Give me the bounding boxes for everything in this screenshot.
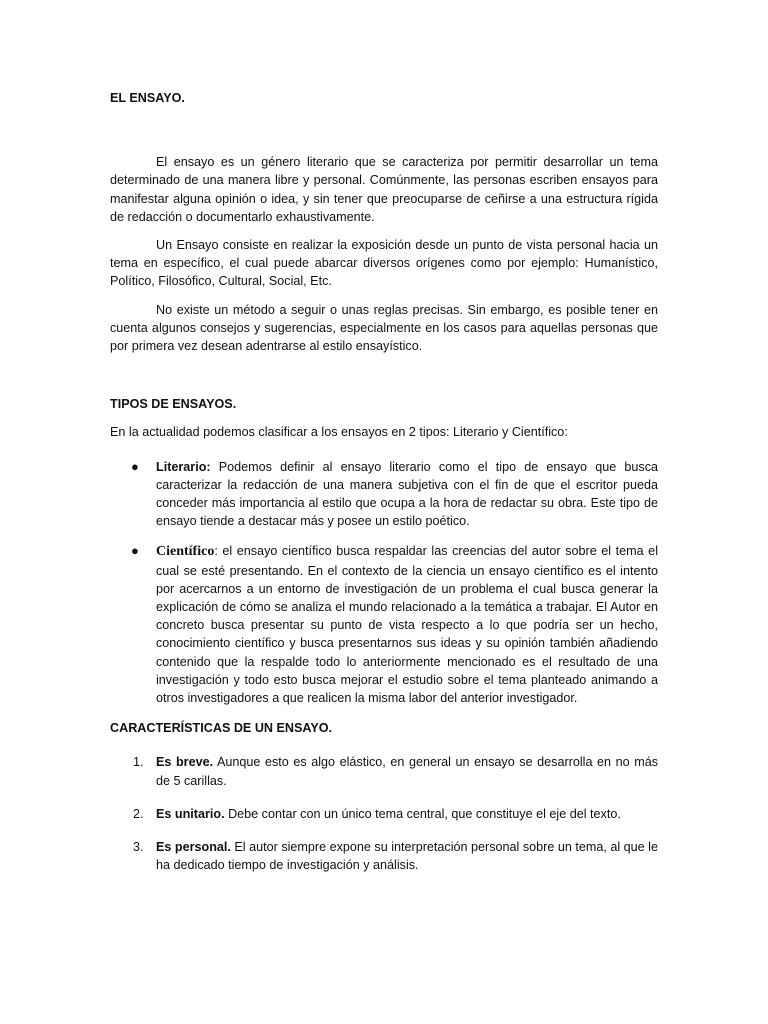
feature-term: Es unitario. xyxy=(156,806,225,821)
bullet-icon: ● xyxy=(131,458,139,474)
bullet-icon: ● xyxy=(131,543,139,559)
type-term: Literario: xyxy=(156,459,211,474)
type-text: : el ensayo científico busca respaldar las creencias del autor sobre el tema el cual se esté presentando. En el contexto de la ciencia un ensayo científico es el intento por acercarnos a un entorno de investigación de un problema el cual busca generar la explicación de cómo se analiza el mundo relacionado a la temática a trabajar. El Autor en concreto busca presentar su punto de vista respecto a lo que podría ser un hecho, conocimiento científico y busca presentarnos sus ideas y su opinión también añadiendo contenido que la respalde todo lo anteriormente mencionado es el resultado de una investigación y todo esto busca mejorar el estudio sobre el tema planteado animando a otros investigadores a que realicen la misma labor del anterior investigador. xyxy=(156,544,658,706)
list-item xyxy=(110,458,658,531)
feature-text: Debe contar con un único tema central, que constituye el eje del texto. xyxy=(224,806,621,821)
feature-term: Es breve. xyxy=(156,755,214,770)
intro-paragraph-2: Un Ensayo consiste en realizar la exposición desde un punto de vista personal hacia un tema en específico, el cual puede abarcar diversos orígenes como por ejemplo: Humanístico, Político, Filosófico, Cultural, Social, Etc. xyxy=(110,238,658,289)
feature-text: El autor siempre expone su interpretación personal sobre un tema, al que le ha dedicado tiempo de investigación y análisis. xyxy=(156,840,658,873)
list-item xyxy=(110,838,658,874)
document-title: EL ENSAYO. xyxy=(110,91,185,105)
list-item xyxy=(110,805,658,823)
list-number: 3. xyxy=(133,840,144,855)
features-list xyxy=(110,753,658,874)
list-item xyxy=(110,542,658,707)
types-list xyxy=(110,458,658,708)
document-content xyxy=(110,89,658,875)
type-term: Científico xyxy=(156,544,215,560)
types-heading: TIPOS DE ENSAYOS. xyxy=(110,397,237,412)
list-item xyxy=(110,753,658,789)
types-intro: En la actualidad podemos clasificar a los ensayos en 2 tipos: Literario y Científico: xyxy=(110,425,568,440)
feature-text: Aunque esto es algo elástico, en general un ensayo se desarrolla en no más de 5 carillas. xyxy=(156,755,659,788)
list-number: 1. xyxy=(133,755,144,770)
intro-paragraph-3: No existe un método a seguir o unas reglas precisas. Sin embargo, es posible tener en cuenta algunos consejos y sugerencias, especialmente en los casos para aquellas personas que por primera vez desean adentrarse al estilo ensayístico. xyxy=(110,302,658,354)
feature-term: Es personal. xyxy=(156,840,231,855)
type-text: Podemos definir al ensayo literario como el tipo de ensayo que busca caracterizar la redacción de una manera subjetiva con el fin de que el escritor pueda conceder más importancia al estilo que ocupa a la hora de redactar su obra. Este tipo de ensayo tiende a destacar más y posee un estilo poético. xyxy=(156,459,658,529)
intro-paragraph-1: El ensayo es un género literario que se caracteriza por permitir desarrollar un tema determinado de una manera libre y personal. Comúnmente, las personas escriben ensayos para manifestar alguna opinión o idea, y sin tener que preocuparse de ceñirse a una estructura rígida de redacción o documentarlo exhaustivamente. xyxy=(110,155,658,224)
list-number: 2. xyxy=(133,806,144,821)
features-heading: CARACTERÍSTICAS DE UN ENSAYO. xyxy=(110,721,333,736)
